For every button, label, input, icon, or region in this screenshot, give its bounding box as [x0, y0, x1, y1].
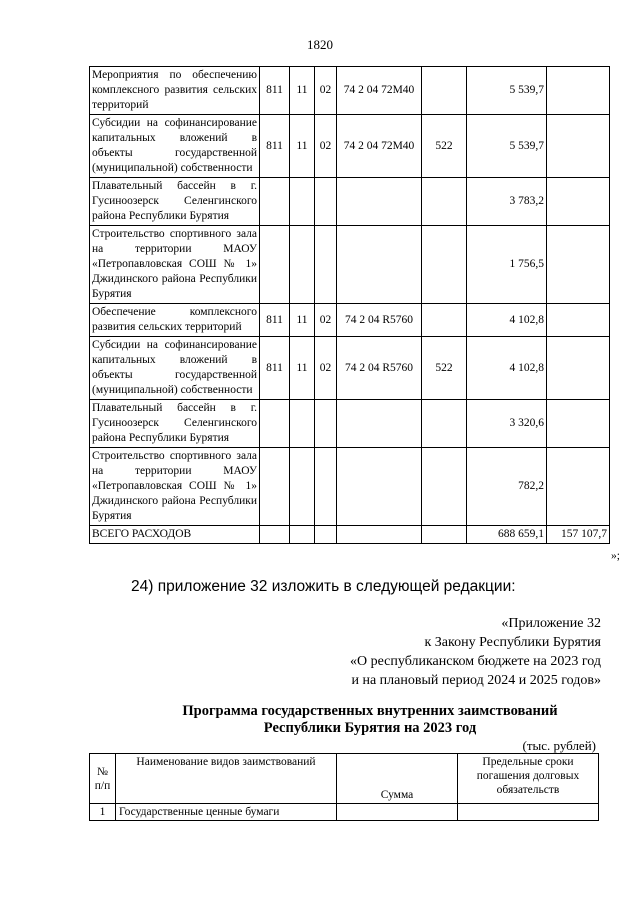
cell-col5	[422, 448, 467, 526]
cell-col2: 11	[290, 67, 315, 115]
cell-col7	[547, 115, 610, 178]
appendix-heading	[350, 614, 601, 690]
cell-col7	[547, 226, 610, 304]
cell-col4: 74 2 04 R5760	[337, 337, 422, 400]
total-col7: 157 107,7	[547, 526, 610, 544]
row-name: Строительство спортивного зала на территории МАОУ «Петропавловская СОШ № 1» Джидинского района Республики Бурятия	[90, 448, 260, 526]
total-row	[90, 526, 610, 544]
cell-col2: 11	[290, 337, 315, 400]
cell-col4	[337, 226, 422, 304]
cell-col6: 3 783,2	[467, 178, 547, 226]
table-row	[90, 226, 610, 304]
cell-col7	[547, 448, 610, 526]
table-row	[90, 400, 610, 448]
cell-col2	[290, 226, 315, 304]
row-name: Субсидии на софинансирование капитальных вложений в объекты государственной (муниципальной) собственности	[90, 337, 260, 400]
cell-col6: 1 756,5	[467, 226, 547, 304]
total-col6: 688 659,1	[467, 526, 547, 544]
cell-col5	[422, 400, 467, 448]
table-row	[90, 337, 610, 400]
cell-col4	[337, 178, 422, 226]
header-sum: Сумма	[337, 754, 458, 804]
program-title-line: Республики Бурятия на 2023 год	[263, 720, 477, 736]
cell-col1: 811	[260, 337, 290, 400]
cell-col3: 02	[315, 115, 337, 178]
cell-col5	[422, 67, 467, 115]
total-empty-cell	[290, 526, 315, 544]
cell-col6: 782,2	[467, 448, 547, 526]
table-row	[90, 67, 610, 115]
cell-col2	[290, 448, 315, 526]
cell-col1: 811	[260, 115, 290, 178]
cell-col1	[260, 448, 290, 526]
cell-col1	[260, 178, 290, 226]
cell-col3: 02	[315, 67, 337, 115]
table-row	[90, 178, 610, 226]
cell-col3	[315, 178, 337, 226]
cell-col7	[547, 178, 610, 226]
cell-col5	[422, 226, 467, 304]
borrow-sum	[337, 804, 458, 821]
cell-col5	[422, 178, 467, 226]
cell-col3	[315, 448, 337, 526]
table-row	[90, 804, 599, 821]
cell-col7	[547, 337, 610, 400]
cell-col6: 4 102,8	[467, 304, 547, 337]
cell-col2	[290, 178, 315, 226]
cell-col3	[315, 400, 337, 448]
cell-col1: 811	[260, 304, 290, 337]
total-empty-cell	[422, 526, 467, 544]
cell-col3: 02	[315, 337, 337, 400]
total-label: ВСЕГО РАСХОДОВ	[90, 526, 260, 544]
cell-col1	[260, 400, 290, 448]
cell-col5: 522	[422, 337, 467, 400]
total-empty-cell	[260, 526, 290, 544]
borrow-name: Государственные ценные бумаги	[116, 804, 337, 821]
row-name: Строительство спортивного зала на территории МАОУ «Петропавловская СОШ № 1» Джидинского района Республики Бурятия	[90, 226, 260, 304]
header-name: Наименование видов заимствований	[116, 754, 337, 804]
header-no: № п/п	[90, 754, 116, 804]
total-empty-cell	[337, 526, 422, 544]
page-number: 1820	[307, 37, 333, 52]
row-name: Плавательный бассейн в г. Гусиноозерск Селенгинского района Республики Бурятия	[90, 178, 260, 226]
cell-col2: 11	[290, 115, 315, 178]
appendix-line: к Закону Республики Бурятия	[424, 635, 601, 650]
borrow-no: 1	[90, 804, 116, 821]
row-name: Мероприятия по обеспечению комплексного развития сельских территорий	[90, 67, 260, 115]
cell-col4: 74 2 04 R5760	[337, 304, 422, 337]
borrowing-table	[89, 753, 599, 821]
cell-col5: 522	[422, 115, 467, 178]
units-label: (тыс. рублей)	[522, 738, 596, 753]
header-row	[90, 754, 599, 804]
cell-col6: 3 320,6	[467, 400, 547, 448]
cell-col3	[315, 226, 337, 304]
table-row	[90, 304, 610, 337]
cell-col5	[422, 304, 467, 337]
appendix-line: и на плановый период 2024 и 2025 годов»	[351, 673, 601, 688]
program-title	[150, 703, 590, 737]
cell-col6: 4 102,8	[467, 337, 547, 400]
table-row	[90, 448, 610, 526]
appendix-line: «О республиканском бюджете на 2023 год	[350, 654, 601, 669]
row-name: Обеспечение комплексного развития сельских территорий	[90, 304, 260, 337]
header-term: Предельные сроки погашения долговых обязательств	[458, 754, 599, 804]
cell-col7	[547, 400, 610, 448]
cell-col6: 5 539,7	[467, 115, 547, 178]
cell-col1	[260, 226, 290, 304]
cell-col4: 74 2 04 72М40	[337, 115, 422, 178]
borrow-term	[458, 804, 599, 821]
cell-col4	[337, 400, 422, 448]
cell-col4	[337, 448, 422, 526]
cell-col1: 811	[260, 67, 290, 115]
appendix-line: «Приложение 32	[501, 616, 601, 631]
cell-col3: 02	[315, 304, 337, 337]
closing-quote: »;	[611, 550, 620, 562]
cell-col7	[547, 304, 610, 337]
cell-col2	[290, 400, 315, 448]
instruction-text: 24) приложение 32 изложить в следующей редакции:	[131, 578, 516, 595]
cell-col6: 5 539,7	[467, 67, 547, 115]
row-name: Плавательный бассейн в г. Гусиноозерск Селенгинского района Республики Бурятия	[90, 400, 260, 448]
table-row	[90, 115, 610, 178]
expense-table	[89, 66, 610, 544]
cell-col2: 11	[290, 304, 315, 337]
program-title-line: Программа государственных внутренних заимствований	[182, 703, 558, 719]
cell-col7	[547, 67, 610, 115]
cell-col4: 74 2 04 72М40	[337, 67, 422, 115]
row-name: Субсидии на софинансирование капитальных вложений в объекты государственной (муниципальной) собственности	[90, 115, 260, 178]
total-empty-cell	[315, 526, 337, 544]
